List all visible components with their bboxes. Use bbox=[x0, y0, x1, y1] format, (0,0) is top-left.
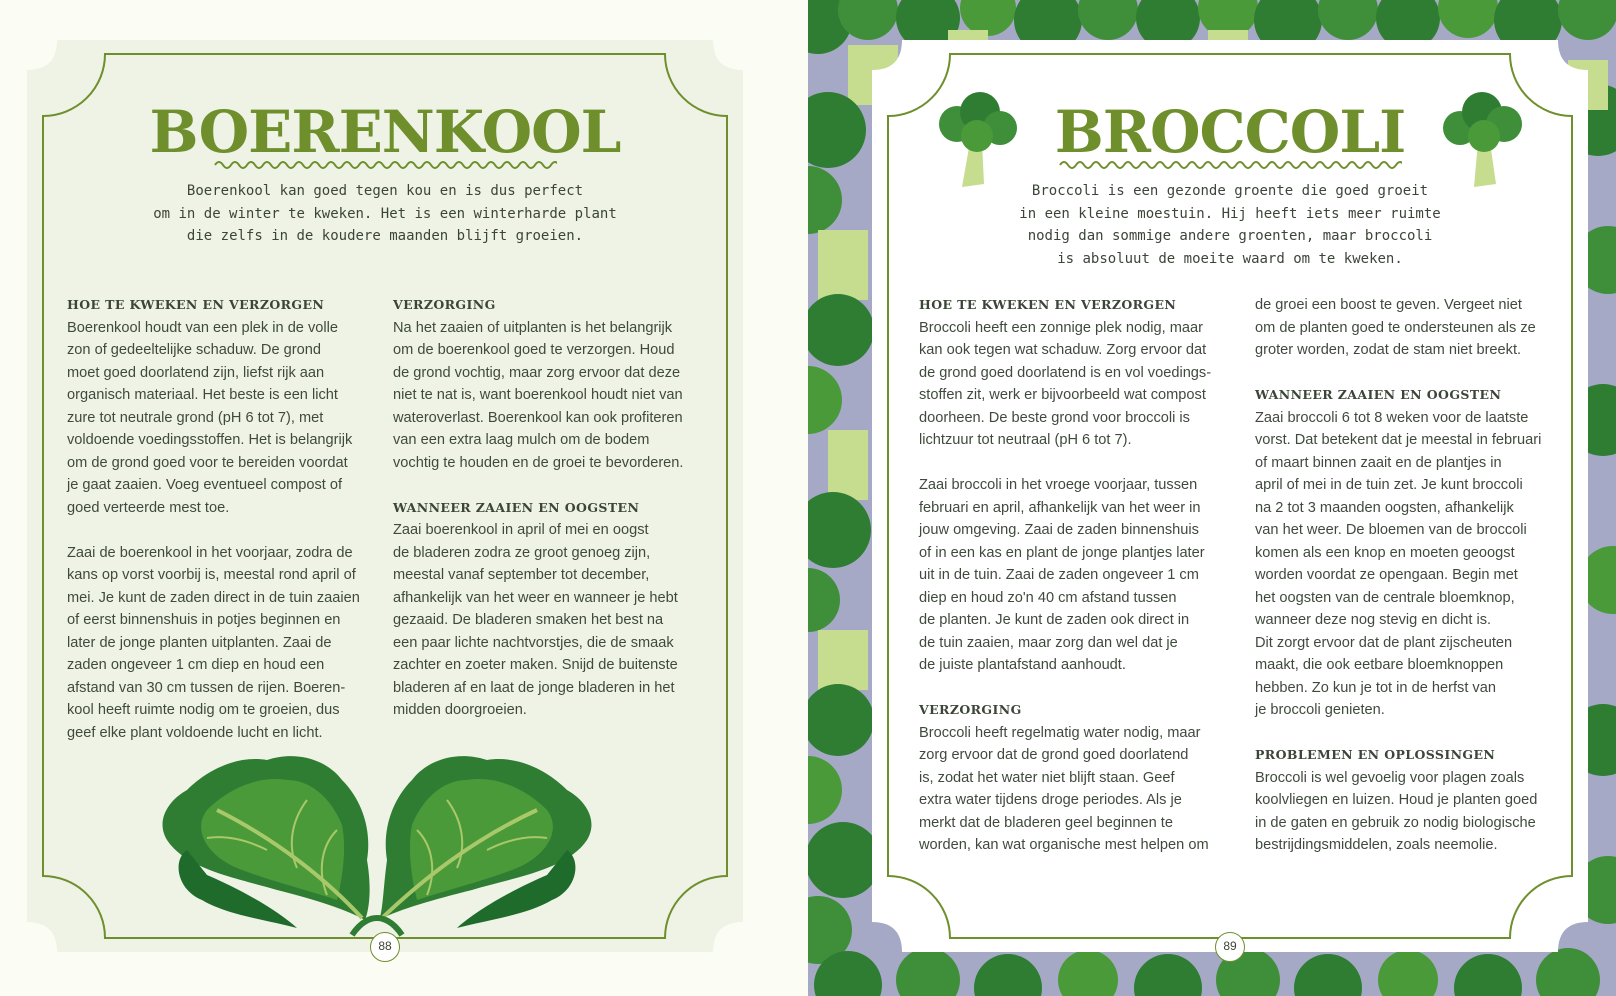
text-line: je gaat zaaien. Voeg eventueel compost of bbox=[67, 477, 343, 493]
text-line: kans op vorst voorbij is, meestal rond april of bbox=[67, 567, 356, 583]
broccoli-panel bbox=[872, 40, 1588, 952]
text-line: meestal vanaf september tot december, bbox=[393, 567, 650, 583]
paragraph bbox=[1255, 407, 1561, 722]
text-line: moet goed doorlatend zijn, liefst rijk aan bbox=[67, 364, 325, 381]
text-line: zon of gedeeltelijke schaduw. De grond bbox=[67, 342, 321, 358]
text-line: groter worden, zodat de stam niet breekt. bbox=[1255, 342, 1522, 358]
intro-text bbox=[107, 180, 663, 248]
text-line: kan ook tegen wat schaduw. Zorg ervoor dat bbox=[919, 342, 1207, 358]
text-line: een paar lichte nachtvorstjes, die de smaak bbox=[393, 634, 674, 651]
text-line: de planten. Je kunt de zaden ook direct in bbox=[919, 612, 1190, 628]
text-line: zorg ervoor dat de grond goed doorlatend bbox=[919, 747, 1189, 763]
text-line: koolvliegen en luizen. Houd je planten goed bbox=[1255, 792, 1538, 808]
text-line: bladeren af en laat de jonge bladeren in het bbox=[393, 679, 675, 696]
right-page bbox=[808, 0, 1616, 996]
text-line: jouw omgeving. Zaai de zaden binnenshuis bbox=[919, 522, 1199, 538]
kale-leaves-illustration bbox=[147, 750, 607, 950]
intro-line: om in de winter te kweken. Het is een winterharde plant bbox=[153, 205, 617, 222]
text-line: april of mei in de tuin zet. Je kunt broccoli bbox=[1255, 477, 1523, 493]
intro-text bbox=[952, 180, 1508, 270]
text-line: Zaai de boerenkool in het voorjaar, zodra de bbox=[67, 544, 353, 561]
column-right bbox=[393, 294, 699, 722]
text-line: Broccoli is wel gevoelig voor plagen zoals bbox=[1255, 769, 1525, 786]
section-heading: VERZORGING bbox=[393, 297, 496, 312]
text-line: Zaai broccoli 6 tot 8 weken voor de laatste bbox=[1255, 409, 1529, 426]
text-line: worden voordat ze opengaan. Begin met bbox=[1255, 567, 1518, 583]
text-line: niet te nat is, want boerenkool houdt niet van bbox=[393, 387, 683, 403]
section-heading: WANNEER ZAAIEN EN OOGSTEN bbox=[1255, 387, 1502, 402]
text-line: het oogsten van de centrale bloemknop, bbox=[1255, 589, 1515, 606]
paragraph bbox=[1255, 294, 1561, 362]
text-line: wanneer deze nog stevig en dicht is. bbox=[1255, 612, 1492, 628]
text-line: Zaai broccoli in het vroege voorjaar, tussen bbox=[919, 477, 1198, 493]
text-line: of maart binnen zaait en de plantjes in bbox=[1255, 454, 1502, 471]
text-line: bestrijdingsmiddelen, zoals neemolie. bbox=[1255, 837, 1498, 853]
section-heading: HOE TE KWEKEN EN VERZORGEN bbox=[67, 297, 325, 312]
text-line: stoffen zit, werk er bijvoorbeeld wat compost bbox=[919, 387, 1206, 403]
title-underline-wave bbox=[213, 158, 557, 172]
text-line: Broccoli heeft een zonnige plek nodig, maar bbox=[919, 319, 1203, 336]
text-line: hebben. Zo kun je tot in de herfst van bbox=[1255, 679, 1496, 696]
page-title: BROCCOLI bbox=[1054, 98, 1406, 166]
column-right bbox=[1255, 294, 1561, 857]
page-number: 89 bbox=[1215, 932, 1245, 962]
paragraph bbox=[919, 474, 1225, 677]
text-line: lichtzuur tot neutraal (pH 6 tot 7). bbox=[919, 432, 1132, 448]
text-line: diep en houd zo'n 40 cm afstand tussen bbox=[919, 589, 1177, 606]
text-line: of eerst binnenshuis in potjes beginnen en bbox=[67, 612, 341, 628]
text-line: kool heeft ruimte nodig om te groeien, dus bbox=[67, 702, 340, 718]
text-line: om de boerenkool goed te verzorgen. Houd bbox=[393, 342, 675, 358]
text-line: Zaai boerenkool in april of mei en oogst bbox=[393, 522, 649, 538]
text-line: uit in de tuin. Zaai de zaden ongeveer 1 cm bbox=[919, 567, 1199, 583]
text-line: mei. Je kunt de zaden direct in de tuin zaaien bbox=[67, 589, 360, 606]
text-line: vochtig te houden en de groei te bevorderen. bbox=[393, 454, 684, 471]
text-line: midden doorgroeien. bbox=[393, 702, 527, 718]
text-line: de tuin zaaien, maar zorg dan wel dat je bbox=[919, 634, 1178, 651]
text-line: afhankelijk van het weer en wanneer je hebt bbox=[393, 589, 678, 606]
text-line: is, zodat het water niet blijft staan. Geef bbox=[919, 769, 1175, 786]
section-heading: WANNEER ZAAIEN EN OOGSTEN bbox=[393, 499, 640, 515]
text-line: organisch materiaal. Het beste is een licht bbox=[67, 387, 338, 403]
text-line: wateroverlast. Boerenkool kan ook profiteren bbox=[393, 409, 683, 426]
text-line: doorheen. De beste grond voor broccoli is bbox=[919, 409, 1190, 426]
intro-line: Boerenkool kan goed tegen kou en is dus perfect bbox=[186, 183, 584, 199]
column-left bbox=[919, 294, 1225, 857]
text-line: van het weer. De bloemen van de broccoli bbox=[1255, 522, 1527, 538]
paragraph bbox=[393, 519, 699, 722]
text-line: de grond vochtig, maar zorg ervoor dat deze bbox=[393, 364, 681, 381]
text-line: goed verteerde mest toe. bbox=[67, 499, 230, 516]
kale-panel bbox=[27, 40, 743, 952]
text-line: de groei een boost te geven. Vergeet niet bbox=[1255, 297, 1522, 313]
paragraph bbox=[67, 542, 373, 745]
section-heading: HOE TE KWEKEN EN VERZORGEN bbox=[919, 297, 1177, 312]
paragraph bbox=[393, 317, 699, 475]
text-line: zachter en zoeter maken. Snijd de buitenste bbox=[393, 657, 678, 673]
paragraph bbox=[67, 317, 373, 520]
text-line: komen als een knop en moeten geoogst bbox=[1255, 544, 1515, 561]
text-line: om de grond goed voor te bereiden voordat bbox=[67, 454, 348, 471]
text-line: de grond goed doorlatend is en vol voedings- bbox=[919, 364, 1212, 381]
text-line: de juiste plantafstand aanhoudt. bbox=[919, 657, 1126, 673]
text-line: in de gaten en gebruik zo nodig biologische bbox=[1255, 814, 1536, 831]
text-line: om de planten goed te ondersteunen als ze bbox=[1255, 319, 1536, 336]
intro-line: in een kleine moestuin. Hij heeft iets meer ruimte bbox=[1019, 205, 1441, 222]
text-line: van een extra laag mulch om de bodem bbox=[393, 432, 650, 448]
text-line: zure tot neutrale grond (pH 6 tot 7), met bbox=[67, 409, 324, 426]
text-line: Broccoli heeft regelmatig water nodig, maar bbox=[919, 724, 1201, 741]
text-line: worden, kan wat organische mest helpen om bbox=[919, 837, 1209, 853]
kale-leaf-left bbox=[163, 756, 370, 928]
intro-line: nodig dan sommige andere groenten, maar broccoli bbox=[1027, 228, 1433, 244]
text-line: gezaaid. De bladeren smaken het best na bbox=[393, 612, 664, 628]
text-line: voldoende voedingsstoffen. Het is belangrijk bbox=[67, 432, 353, 448]
text-line: februari en april, afhankelijk van het weer in bbox=[919, 499, 1201, 516]
paragraph bbox=[919, 317, 1225, 452]
text-line: Dit zorgt ervoor dat de plant zijscheuten bbox=[1255, 634, 1513, 651]
text-line: maakt, die ook eetbare bloemknoppen bbox=[1255, 657, 1504, 673]
paragraph bbox=[1255, 767, 1561, 857]
kale-leaf-right bbox=[379, 756, 591, 928]
page-title: BOERENKOOL bbox=[149, 98, 621, 166]
text-line: zaden ongeveer 1 cm diep en houd een bbox=[67, 657, 325, 673]
title-underline-wave bbox=[1058, 158, 1402, 172]
page-number: 88 bbox=[370, 932, 400, 962]
text-line: of in een kas en plant de jonge plantjes later bbox=[919, 544, 1205, 561]
column-left bbox=[67, 294, 373, 744]
section-heading: VERZORGING bbox=[919, 702, 1022, 717]
paragraph bbox=[919, 722, 1225, 857]
text-line: Na het zaaien of uitplanten is het belangrijk bbox=[393, 319, 673, 336]
text-line: vorst. Dat betekent dat je meestal in februari bbox=[1255, 432, 1542, 448]
text-line: na 2 tot 3 maanden oogsten, afhankelijk bbox=[1255, 499, 1514, 516]
text-line: afstand van 30 cm tussen de rijen. Boeren- bbox=[67, 679, 346, 696]
text-line: later de jonge planten uitplanten. Zaai de bbox=[67, 634, 332, 651]
intro-line: Broccoli is een gezonde groente die goed groeit bbox=[1031, 183, 1429, 199]
intro-line: is absoluut de moeite waard om te kweken. bbox=[1057, 250, 1403, 267]
text-line: je broccoli genieten. bbox=[1255, 702, 1385, 718]
section-heading: PROBLEMEN EN OPLOSSINGEN bbox=[1255, 747, 1496, 762]
intro-line: die zelfs in de koudere maanden blijft groeien. bbox=[186, 228, 584, 244]
text-line: Boerenkool houdt van een plek in de volle bbox=[67, 319, 338, 336]
text-line: extra water tijdens droge periodes. Als je bbox=[919, 792, 1182, 808]
text-line: geef elke plant voldoende lucht en licht. bbox=[67, 724, 323, 741]
text-line: de bladeren zodra ze groot genoeg zijn, bbox=[393, 544, 651, 561]
text-line: merkt dat de bladeren geel beginnen te bbox=[919, 814, 1173, 831]
